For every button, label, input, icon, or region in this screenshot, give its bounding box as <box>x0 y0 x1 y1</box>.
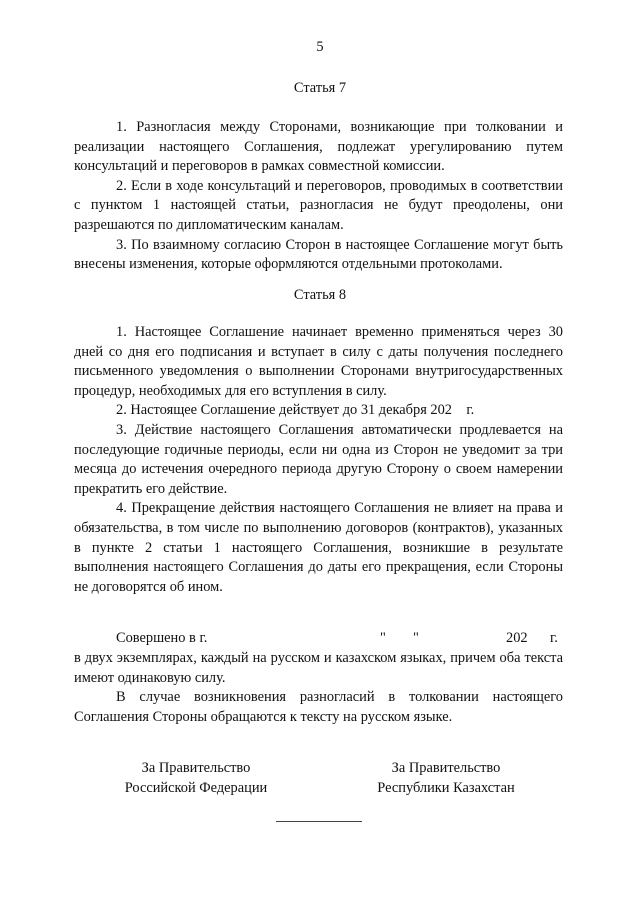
article-8-paragraph-3: 3. Действие настоящего Соглашения автоматически продлевается на последующие годичные периоды, если ни одна из Сторон не уведомит за три месяца до истечения очередного периода другую Сторону о своем намерении прекратить его действие. <box>74 421 563 497</box>
signing-copies-text: в двух экземплярах, каждый на русском и казахском языках, причем оба текста имеют одинаковую силу. <box>74 650 563 686</box>
signature-left-line1: За Правительство <box>141 760 251 776</box>
article-8-paragraph-1: 1. Настоящее Соглашение начинает временно применяться через 30 дней со дня его подписания и вступает в силу с даты получения последнего письменного уведомления о выполнении Сторонами внутригосударственных процедур, необходимых для его вступления в силу. <box>74 324 563 399</box>
article-7-paragraph-2: 2. Если в ходе консультаций и переговоров, проводимых в соответствии с пунктом 1 настоящей статьи, разногласия не будут преодолены, они разрешаются по дипломатическим каналам. <box>74 177 563 233</box>
article-8-paragraph-2: 2. Настоящее Соглашение действует до 31 декабря 202 г. <box>116 402 475 419</box>
signing-line <box>74 629 563 649</box>
article-8-body <box>74 323 563 597</box>
dispute-text: В случае возникновения разногласий в толковании настоящего Соглашения Стороны обращаются к тексту на русском языке. <box>74 689 563 725</box>
signing-year: 202 <box>506 630 528 646</box>
signing-clause <box>74 629 563 727</box>
done-in-label: Совершено в г. <box>116 630 208 646</box>
signing-year-suffix: г. <box>550 630 558 646</box>
page-number: 5 <box>316 39 324 55</box>
article-8-title: Статья 8 <box>293 287 347 303</box>
article-7-paragraph-3: 3. По взаимному согласию Сторон в настоящее Соглашение могут быть внесены изменения, которые оформляются отдельными протоколами. <box>74 236 563 273</box>
article-8-paragraph-4: 4. Прекращение действия настоящего Соглашения не влияет на права и обязательства, в том числе по выполнению договоров (контрактов), указанных в пункте 2 статьи 1 настоящего Соглашения, возникшие в результате выполнения настоящего Соглашения до даты его прекращения, если Стороны не договорятся об ином. <box>74 500 563 595</box>
date-quote-close: " <box>413 630 419 646</box>
article-7-body <box>74 118 563 275</box>
signature-block-kazakhstan <box>346 758 546 798</box>
signature-block-russia <box>96 758 296 798</box>
signature-left-line2: Российской Федерации <box>124 780 268 796</box>
article-7-title: Статья 7 <box>293 80 347 96</box>
signature-right-line1: За Правительство <box>391 760 501 776</box>
signature-right-line2: Республики Казахстан <box>377 780 515 796</box>
article-7-paragraph-1: 1. Разногласия между Сторонами, возникающие при толковании и реализации настоящего Соглашения, подлежат урегулированию путем консультаций и переговоров в рамках совместной комиссии. <box>74 119 563 175</box>
date-quote-open: " <box>380 630 386 646</box>
bottom-divider <box>276 821 362 822</box>
